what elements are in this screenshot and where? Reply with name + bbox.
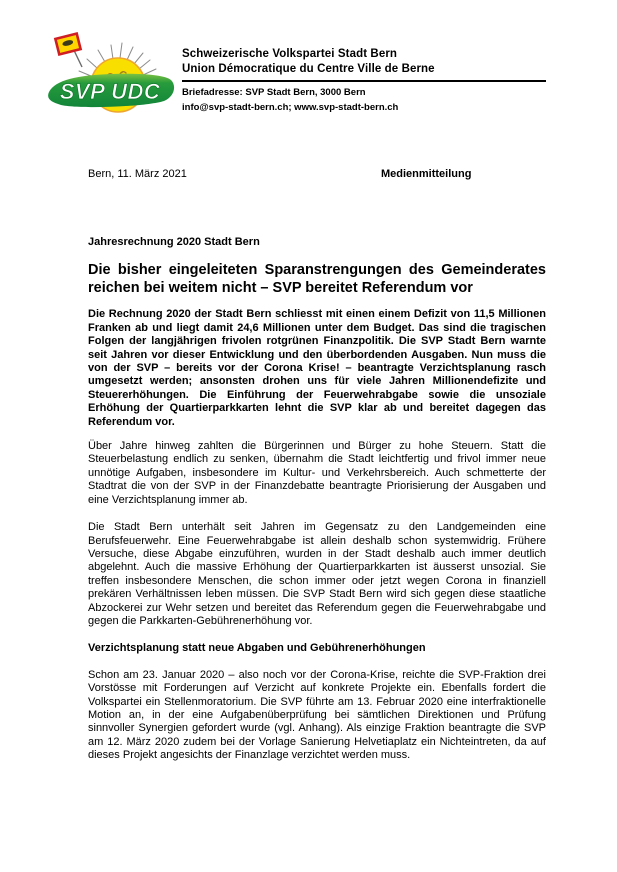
dateline: Bern, 11. März 2021 — [88, 168, 187, 180]
flag-icon — [55, 34, 82, 67]
svp-udc-logo-icon — [46, 30, 178, 126]
org-name-french: Union Démocratique du Centre Ville de Berne — [182, 63, 435, 75]
document-type-label: Medienmitteilung — [381, 168, 472, 180]
letterhead — [182, 47, 546, 115]
org-name-german: Schweizerische Volkspartei Stadt Bern — [182, 48, 398, 60]
body-paragraph-1: Über Jahre hinweg zahlten die Bürgerinnen und Bürger zu hohe Steuern. Statt die Steuerbelastung endlich zu senken, übernahm die Stadt leichtfertig und frivol immer neue unnötige Aufgaben, insbesondere im Kultur- und Verkehrsbereich. Auch schmetterte der Stadtrat die von der SVP in der Finanzdebatte beantragte Priorisierung der Ausgaben und eine Verzichtsplanung immer ab. — [88, 440, 546, 506]
contact-line: info@svp-stadt-bern.ch; www.svp-stadt-bern.ch — [182, 101, 399, 113]
body-paragraph-2: Die Stadt Bern unterhält seit Jahren im Gegensatz zu den Landgemeinden eine Berufsfeuerwehr. Eine Feuerwehrabgabe ist allein deshalb schon systemwidrig. Frühere Versuche, diese Abgabe einzuführen, wurden in der Stadt deshalb auch immer deutlich abgelehnt. Auch die massive Erhöhung der Quartierparkkarten ist äusserst unsozial. Sie treffen insbesondere Menschen, die schon immer oder jetzt wegen Corona in finanziell prekären Verhältnissen leben müssen. Die SVP Stadt Bern wird sich gegen diese staatliche Abzockerei zur Wehr setzen und bereitet das Referendum gegen die Feuerwehrabgabe und gegen die Parkkarten-Gebührenerhöhung vor. — [88, 521, 546, 627]
logo-wordmark: SVP UDC — [59, 79, 161, 104]
document-body — [88, 168, 546, 763]
letterhead-divider — [182, 80, 546, 82]
subheading: Verzichtsplanung statt neue Abgaben und Gebührenerhöhungen — [88, 642, 426, 655]
lead-paragraph: Die Rechnung 2020 der Stadt Bern schliesst mit einen einem Defizit von 11,5 Millionen Franken ab und liegt damit 24,6 Millionen unter dem Budget. Das sind die tragischen Folgen der langjährigen frivolen rotgrünen Finanzpolitik. Die SVP Stadt Bern warnte seit Jahren vor dieser Entwicklung und den überbordenden Ausgaben. Nun muss die von der SVP – bereits vor der Corona Krise! – beantragte Verzichtsplanung rasch umgesetzt werden; ansonsten drohen uns für viele Jahren Millionendefizite und Steuererhöhungen. Die Einführung der Feuerwehrabgabe sowie die unsoziale Erhöhung der Quartierparkkarten lehnt die SVP klar ab und bereitet dagegen das Referendum vor. — [88, 308, 546, 428]
postal-address-line: Briefadresse: SVP Stadt Bern, 3000 Bern — [182, 87, 366, 98]
headline: Die bisher eingeleiteten Sparanstrengungen des Gemeinderates reichen bei weitem nicht – SVP bereitet Referendum vor — [88, 262, 546, 297]
meta-row — [88, 168, 546, 182]
closing-paragraph: Schon am 23. Januar 2020 – also noch vor der Corona-Krise, reichte die SVP-Fraktion drei Vorstösse mit Forderungen auf Verzicht auf konkrete Projekte ein. Ebenfalls fordert die Volkspartei ein Stellenmoratorium. Die SVP führte am 13. Februar 2020 eine interfraktionelle Motion an, in der eine Aufgabenüberprüfung bei sämtlichen Direktionen und Prüfung sinnvoller Synergien gefordert wurde (vgl. Anhang). Als einzige Fraktion beantragte die SVP am 12. März 2020 zudem bei der Vorlage Sanierung Helvetiaplatz ein Nichteintreten, da auf dieses Projekt angesichts der Finanzlage verzichtet werden muss. — [88, 668, 546, 762]
kicker-line: Jahresrechnung 2020 Stadt Bern — [88, 236, 260, 248]
